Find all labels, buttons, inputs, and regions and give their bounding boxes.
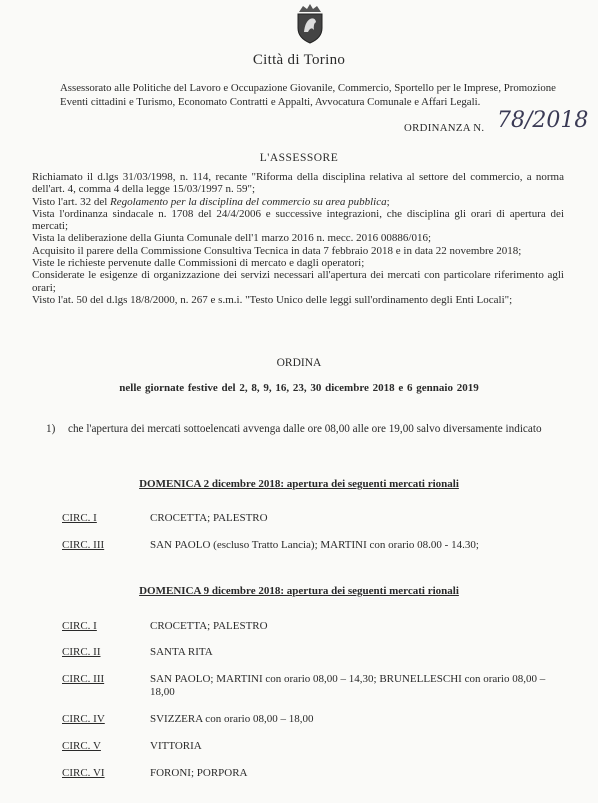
markets-list: FORONI; PORPORA (150, 767, 248, 779)
circ-label: CIRC. IV (62, 713, 105, 725)
markets-list: CROCETTA; PALESTRO (150, 620, 268, 632)
circ-label: CIRC. III (62, 673, 105, 685)
preamble-block (32, 171, 564, 306)
point-number: 1) (46, 423, 56, 435)
markets-list: VITTORIA (150, 740, 202, 752)
circ-label: CIRC. II (62, 646, 101, 658)
circ-label: CIRC. VI (62, 767, 105, 779)
assessore-heading: L'ASSESSORE (259, 152, 339, 164)
preamble-clause: Visto l'at. 50 del d.lgs 18/8/2000, n. 267 e s.m.i. "Testo Unico delle leggi sull'ordinamento degli Enti Locali"; (32, 293, 513, 306)
preamble-clause: Richiamato il d.lgs 31/03/1998, n. 114, recante "Riforma della disciplina relativa al settore del commercio, a norma dell'art. 4, comma 4 della legge 15/03/1997 n. 59"; (32, 171, 564, 196)
markets-list: SANTA RITA (150, 646, 213, 658)
city-crest-icon (293, 2, 327, 44)
circ-label: CIRC. III (62, 539, 105, 551)
markets-list: SAN PAOLO (escluso Tratto Lancia); MARTINI con orario 08.00 - 14.30; (150, 539, 479, 551)
ordinance-label: ORDINANZA N. (404, 122, 485, 134)
preamble-clause: Acquisito il parere della Commissione Consultiva Tecnica in data 7 febbraio 2018 e in data 22 novembre 2018; (32, 244, 522, 257)
point-text: che l'apertura dei mercati sottoelencati avvenga dalle ore 08,00 alle ore 19,00 salvo diversamente indicato (68, 423, 542, 435)
circ-label: CIRC. V (62, 740, 101, 752)
preamble-clause: Viste le richieste pervenute dalle Commissioni di mercato e dagli operatori; (32, 257, 365, 270)
section-heading: DOMENICA 2 dicembre 2018: apertura dei seguenti mercati rionali (139, 478, 459, 490)
preamble-clause: Visto l'art. 32 del Regolamento per la disciplina del commercio su area pubblica; (32, 195, 390, 208)
markets-list: CROCETTA; PALESTRO (150, 512, 268, 524)
ordina-heading: ORDINA (276, 357, 322, 369)
ordinance-number-handwritten: 78/2018 (497, 108, 589, 133)
department-heading: Assessorato alle Politiche del Lavoro e Occupazione Giovanile, Commercio, Sportello per le Imprese, Promozione Eventi cittadini e Turismo, Economato Contratti e Appalti, Avvocatura Comunale e Affari Legali. (60, 82, 556, 108)
preamble-clause: Vista la deliberazione della Giunta Comunale dell'1 marzo 2016 n. mecc. 2016 00886/016; (32, 232, 432, 245)
circ-label: CIRC. I (62, 512, 97, 524)
preamble-clause: Vista l'ordinanza sindacale n. 1708 del 24/4/2006 e successive integrazioni, che disciplina gli orari di apertura dei mercati; (32, 207, 564, 233)
markets-list: SVIZZERA con orario 08,00 – 18,00 (150, 713, 314, 725)
markets-list: SAN PAOLO; MARTINI con orario 08,00 – 14,30; BRUNELLESCHI con orario 08,00 – 18,00 (150, 673, 546, 698)
section-heading: DOMENICA 9 dicembre 2018: apertura dei seguenti mercati rionali (139, 585, 459, 597)
preamble-clause: Considerate le esigenze di organizzazione dei servizi necessari all'apertura dei mercati con particolare riferimento agli orari; (32, 269, 564, 294)
city-title: Città di Torino (252, 52, 346, 68)
circ-label: CIRC. I (62, 620, 97, 632)
festive-days-line: nelle giornate festive del 2, 8, 9, 16, 23, 30 dicembre 2018 e 6 gennaio 2019 (119, 382, 479, 394)
